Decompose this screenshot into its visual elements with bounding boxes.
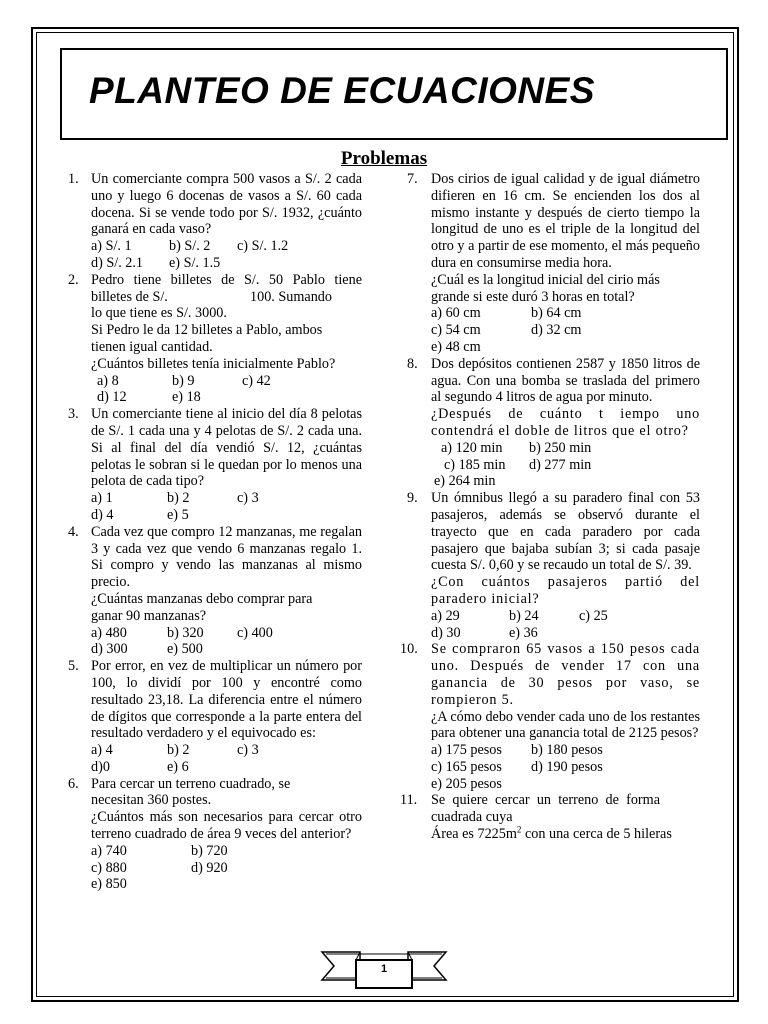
- option: a) 120 min: [441, 439, 503, 456]
- text-fragment: con una cerca de 5 hileras: [524, 826, 672, 843]
- option: d) 30: [431, 624, 461, 641]
- options: [91, 843, 362, 860]
- problem-number: 7.: [407, 171, 418, 187]
- options: [431, 776, 700, 793]
- options: [91, 389, 362, 406]
- option: c) 185 min: [444, 456, 506, 473]
- option: d) 190 pesos: [531, 758, 603, 775]
- problem-text: ¿Cuál es la longitud inicial del cirio más grande si este duró 3 horas en total?: [431, 271, 660, 305]
- options: [431, 440, 700, 457]
- problem-7: [400, 171, 700, 356]
- option: d) 32 cm: [531, 322, 582, 339]
- option: b) S/. 2: [169, 238, 211, 255]
- text-fragment: Área es 7225m: [431, 826, 517, 843]
- options: [91, 238, 362, 255]
- options: [91, 860, 362, 877]
- option: c) 25: [579, 607, 608, 624]
- problem-text: Dos cirios de igual calidad y de igual diámetro difieren en 16 cm. Se encienden los dos al mismo instante y después de cierto tiempo la longitud de uno es el triple de la longitud del otro y a partir de ese momento, el más pequeño dura en consumirse media hora.: [431, 171, 700, 271]
- option: c) 165 pesos: [431, 758, 502, 775]
- option: a) 29: [431, 607, 460, 624]
- option: e) 5: [167, 506, 189, 523]
- option: b) 9: [172, 372, 195, 389]
- option: a) 480: [91, 624, 127, 641]
- option: c) 42: [242, 372, 271, 389]
- left-column: [60, 171, 362, 893]
- problem-number: 4.: [68, 523, 79, 540]
- problem-5: [60, 658, 362, 776]
- problem-number: 8.: [407, 355, 418, 372]
- option: c) 880: [91, 859, 127, 876]
- options: [431, 608, 700, 625]
- options: [91, 625, 362, 642]
- option: a) 740: [91, 842, 127, 859]
- option: e) 500: [167, 641, 203, 658]
- problem-number: 3.: [68, 406, 79, 423]
- option: b) 320: [167, 624, 204, 641]
- text-fragment: 100. Sumando: [250, 288, 332, 305]
- problem-10: [400, 641, 700, 792]
- problem-text: ¿Después de cuánto t iempo uno contendrá el doble de litros que el otro?: [431, 406, 700, 439]
- option: e) 205 pesos: [431, 775, 502, 792]
- problem-text: [431, 826, 700, 843]
- option: c) 3: [237, 490, 259, 507]
- option: d) 4: [91, 506, 114, 523]
- problem-text: Un comerciante compra 500 vasos a S/. 2 cada uno y luego 6 docenas de vasos a S/. 60 cada docena. Si se vende todo por S/. 1932, ¿cuánto ganará en cada vaso?: [91, 171, 362, 238]
- problem-4: [60, 524, 362, 658]
- problem-text: [91, 289, 362, 306]
- problem-text: Cada vez que compro 12 manzanas, me regalan 3 y cada vez que vendo 6 manzanas regalo 1. Si compro y vendo las manzanas al mismo precio.: [91, 523, 362, 591]
- problem-text: Se compraron 65 vasos a 150 pesos cada uno. Después de vender 17 con una ganancia de 30 pesos por vaso, se rompieron 5.: [431, 641, 700, 708]
- problem-11: [400, 792, 700, 842]
- options: [91, 490, 362, 507]
- problem-number: 9.: [407, 490, 418, 507]
- option: b) 250 min: [529, 439, 592, 456]
- options: [91, 255, 362, 272]
- problem-text: lo que tiene es S/. 3000.: [91, 305, 227, 322]
- problem-text: Para cercar un terreno cuadrado, se necesitan 360 postes.: [91, 775, 291, 809]
- option: e) 36: [509, 624, 538, 641]
- options: [431, 305, 700, 322]
- section-heading: Problemas: [340, 148, 428, 169]
- option: b) 2: [167, 742, 190, 759]
- option: a) 1: [91, 490, 113, 507]
- option: c) 54 cm: [431, 322, 481, 339]
- option: c) 400: [237, 624, 273, 641]
- page-title: PLANTEO DE ECUACIONES: [89, 70, 595, 111]
- problem-text: Si Pedro le da 12 billetes a Pablo, ambos tienen igual cantidad.: [91, 322, 323, 355]
- options: [431, 322, 700, 339]
- problem-text: Un comerciante tiene al inicio del día 8 pelotas de S/. 1 cada una y 4 pelotas de S/. 2 cada una. Si al final del día vendió S/. 12, ¿cuántas pelotas le sobran si le quedan por lo menos una pelota de cada tipo?: [91, 406, 362, 490]
- problem-text: Se quiere cercar un terreno de forma cuadrada cuya: [431, 792, 660, 826]
- option: d) S/. 2.1: [91, 254, 144, 271]
- option: d) 277 min: [529, 456, 592, 473]
- options: [431, 759, 700, 776]
- option: b) 24: [509, 607, 539, 624]
- options: [431, 473, 700, 490]
- option: a) S/. 1: [91, 238, 132, 255]
- problem-1: [60, 171, 362, 272]
- option: a) 175 pesos: [431, 742, 502, 759]
- option: a) 8: [97, 372, 119, 389]
- options: [431, 339, 700, 356]
- problem-number: 10.: [400, 641, 418, 658]
- option: b) 2: [167, 490, 190, 507]
- problem-number: 6.: [68, 775, 79, 792]
- problem-number: 1.: [68, 171, 79, 187]
- problem-text: Dos depósitos contienen 2587 y 1850 litros de agua. Con una bomba se traslada del primero al segundo 4 litros de agua por minuto.: [431, 355, 700, 406]
- ribbon-right-tail: [408, 952, 446, 980]
- option: b) 180 pesos: [531, 742, 603, 759]
- option: d) 920: [191, 859, 228, 876]
- problem-2: [60, 272, 362, 406]
- option: a) 60 cm: [431, 305, 481, 322]
- problem-8: [400, 356, 700, 490]
- options: [91, 641, 362, 658]
- option: e) 48 cm: [431, 338, 481, 355]
- option: c) 3: [237, 742, 259, 759]
- option: e) 850: [91, 876, 127, 893]
- option: b) 64 cm: [531, 305, 582, 322]
- problem-number: 2.: [68, 271, 79, 288]
- options: [91, 876, 362, 893]
- options: [91, 742, 362, 759]
- problem-text: ¿Cuántos billetes tenía inicialmente Pablo?: [91, 355, 336, 372]
- options: [91, 507, 362, 524]
- page-number: 1: [380, 963, 388, 975]
- problem-text: ¿A cómo debo vender cada uno de los restantes para obtener una ganancia total de 2125 pesos?: [431, 708, 700, 742]
- right-column: [400, 171, 700, 843]
- option: b) 720: [191, 842, 228, 859]
- problem-number: 11.: [400, 792, 418, 809]
- ribbon-left-tail: [322, 952, 360, 980]
- problem-3: [60, 406, 362, 524]
- problem-text: ¿Cuántos más son necesarios para cercar otro terreno cuadrado de área 9 veces del anterior?: [91, 809, 362, 843]
- option: e) 18: [172, 389, 201, 406]
- option: d) 12: [97, 389, 127, 406]
- option: c) S/. 1.2: [237, 238, 289, 255]
- option: d)0: [91, 758, 110, 775]
- problem-text: ¿Con cuántos pasajeros partió del paradero inicial?: [431, 574, 700, 607]
- option: e) 264 min: [434, 473, 496, 490]
- problem-text: Un ómnibus llegó a su paradero final con 53 pasajeros, además se observó durante el trayecto que en cada paradero por cada pasajero que bajaba subían 3; si cada pasaje cuesta S/. 0,60 y se recaudo un total de S/. 39.: [431, 490, 700, 574]
- options: [431, 457, 700, 474]
- option: a) 4: [91, 742, 113, 759]
- options: [431, 625, 700, 642]
- options: [91, 373, 362, 390]
- options: [91, 759, 362, 776]
- option: e) S/. 1.5: [169, 254, 221, 271]
- problem-text: ¿Cuántas manzanas debo comprar para ganar 90 manzanas?: [91, 590, 313, 624]
- option: e) 6: [167, 758, 189, 775]
- option: d) 300: [91, 641, 128, 658]
- text-fragment: billetes de S/.: [91, 288, 168, 305]
- problem-6: [60, 776, 362, 894]
- problem-number: 5.: [68, 658, 79, 675]
- superscript: 2: [516, 824, 522, 835]
- problem-text: Pedro tiene billetes de S/. 50 Pablo tiene: [91, 271, 362, 288]
- options: [431, 742, 700, 759]
- problem-9: [400, 490, 700, 641]
- problem-text: Por error, en vez de multiplicar un número por 100, lo dividí por 100 y encontré como resultado 23,18. La diferencia entre el número de dígitos que corresponde a la parte entera del resultado verdadero y el equivocado es:: [91, 658, 362, 742]
